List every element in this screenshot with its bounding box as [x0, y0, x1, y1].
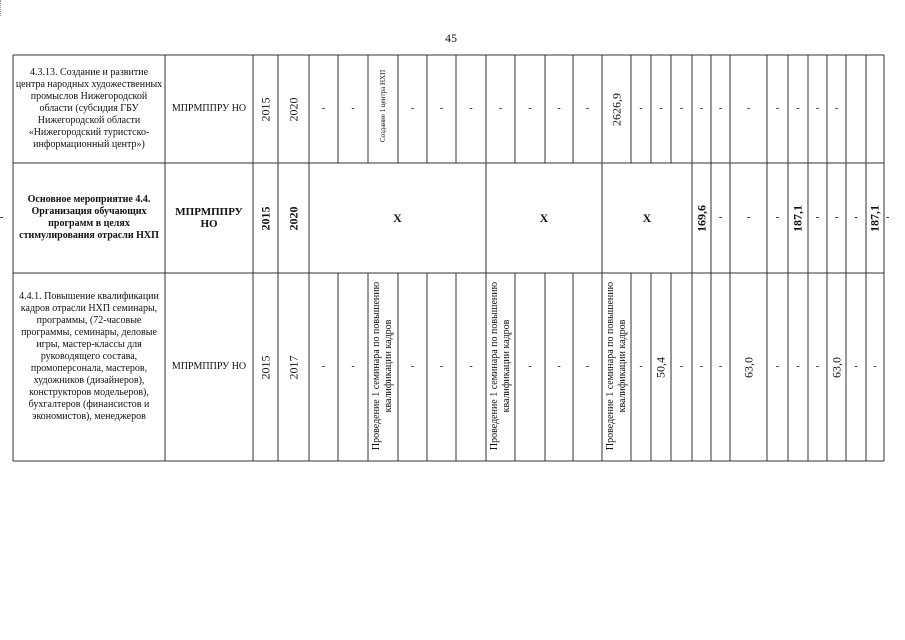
dash-cell: -	[528, 103, 532, 114]
dash-cell: -	[351, 361, 355, 372]
amount-value: 169,6	[694, 205, 708, 232]
dash-cell: -	[746, 212, 751, 223]
dash-cell: -	[410, 103, 415, 114]
amount-value: 187,1	[790, 205, 805, 232]
dash-cell: -	[775, 212, 780, 223]
indicator-text: Проведение 1 семинара по повышению квалификации кадров	[604, 281, 628, 451]
dash-cell: -	[639, 103, 643, 114]
activity-name: 4.4.1. Повышение квалификации кадров отрасли НХП семинары, программы, (72-часовые программы, семинары, деловые игры, мастер-классы для руководящего состава, промоперсонала, мастеров, художников (дизайнеров), конструкторов модельеров), бухгалтеров (финансистов и экономистов), менеджеров	[19, 291, 159, 422]
dash-cell: -	[469, 103, 473, 114]
amount-value: 187,1	[867, 205, 882, 232]
end-year: 2017	[286, 355, 300, 380]
dash-cell: -	[585, 361, 590, 372]
dash-cell: -	[775, 361, 780, 372]
dash-cell: -	[815, 103, 820, 114]
dash-cell: -	[498, 103, 503, 114]
x-mark: Х	[539, 211, 549, 225]
activity-name: Основное мероприятие 4.4. Организация обучающих программ в целях стимулирования отрасли НХП	[19, 194, 159, 241]
amount-value: 50,4	[653, 357, 668, 378]
dash-cell: -	[834, 212, 839, 223]
dash-cell: -	[469, 361, 473, 372]
dash-cell: -	[528, 361, 532, 372]
dash-cell: -	[796, 103, 800, 114]
dash-cell: -	[718, 361, 723, 372]
amount-value: 63,0	[741, 357, 755, 378]
dash-cell: -	[873, 361, 877, 372]
amount-value: 2626,9	[609, 93, 623, 126]
dash-cell: -	[796, 361, 800, 372]
dash-cell: -	[718, 212, 723, 223]
executor: МПРМППРУ НО	[171, 361, 247, 372]
start-year: 2015	[258, 355, 272, 380]
page-number: 45	[445, 31, 457, 45]
start-year: 2015	[258, 206, 272, 231]
dash-cell: -	[834, 103, 839, 114]
indicator-text: Проведение 1 семинара по повышению квалификации кадров	[488, 281, 512, 451]
dash-cell: -	[775, 103, 780, 114]
dash-cell: -	[439, 361, 444, 372]
executor: МПРМППРУ НО	[171, 103, 247, 114]
dash-cell: -	[410, 361, 415, 372]
dash-cell: -	[679, 103, 684, 114]
dash-cell: -	[321, 361, 326, 372]
indicator-text: Создание 1 центра НХП	[379, 69, 387, 143]
dash-cell: -	[854, 361, 858, 372]
dash-cell: -	[439, 103, 444, 114]
dash-cell: -	[639, 361, 643, 372]
dash-cell: -	[321, 103, 326, 114]
dash-cell: -	[557, 103, 561, 114]
activity-name: 4.3.13. Создание и развитие центра народных художественных промыслов Нижегородской области (субсидия ГБУ Нижегородской области «Нижегородский туристско-информационный центр»)	[15, 67, 163, 150]
dash-cell: -	[679, 361, 684, 372]
dash-cell: -	[557, 361, 561, 372]
dash-cell: -	[659, 103, 663, 114]
dash-cell: -	[699, 103, 704, 114]
indicator-text: Проведение 1 семинара по повышению квалификации кадров	[371, 281, 394, 451]
dash-cell: -	[718, 103, 723, 114]
dash-cell: -	[351, 103, 355, 114]
dash-cell: -	[886, 212, 890, 223]
dash-cell: -	[0, 212, 4, 223]
end-year: 2020	[286, 97, 300, 122]
dash-cell: -	[585, 103, 590, 114]
dash-cell: -	[854, 212, 858, 223]
start-year: 2015	[258, 97, 272, 122]
amount-value: 63,0	[829, 357, 843, 378]
dash-cell: -	[746, 103, 751, 114]
dash-cell: -	[815, 212, 820, 223]
dash-cell: -	[699, 361, 704, 372]
x-mark: Х	[642, 211, 652, 225]
x-mark: Х	[393, 211, 402, 225]
dash-cell: -	[815, 361, 820, 372]
executor: МПРМППРУ НО	[175, 206, 243, 230]
end-year: 2020	[286, 206, 300, 231]
